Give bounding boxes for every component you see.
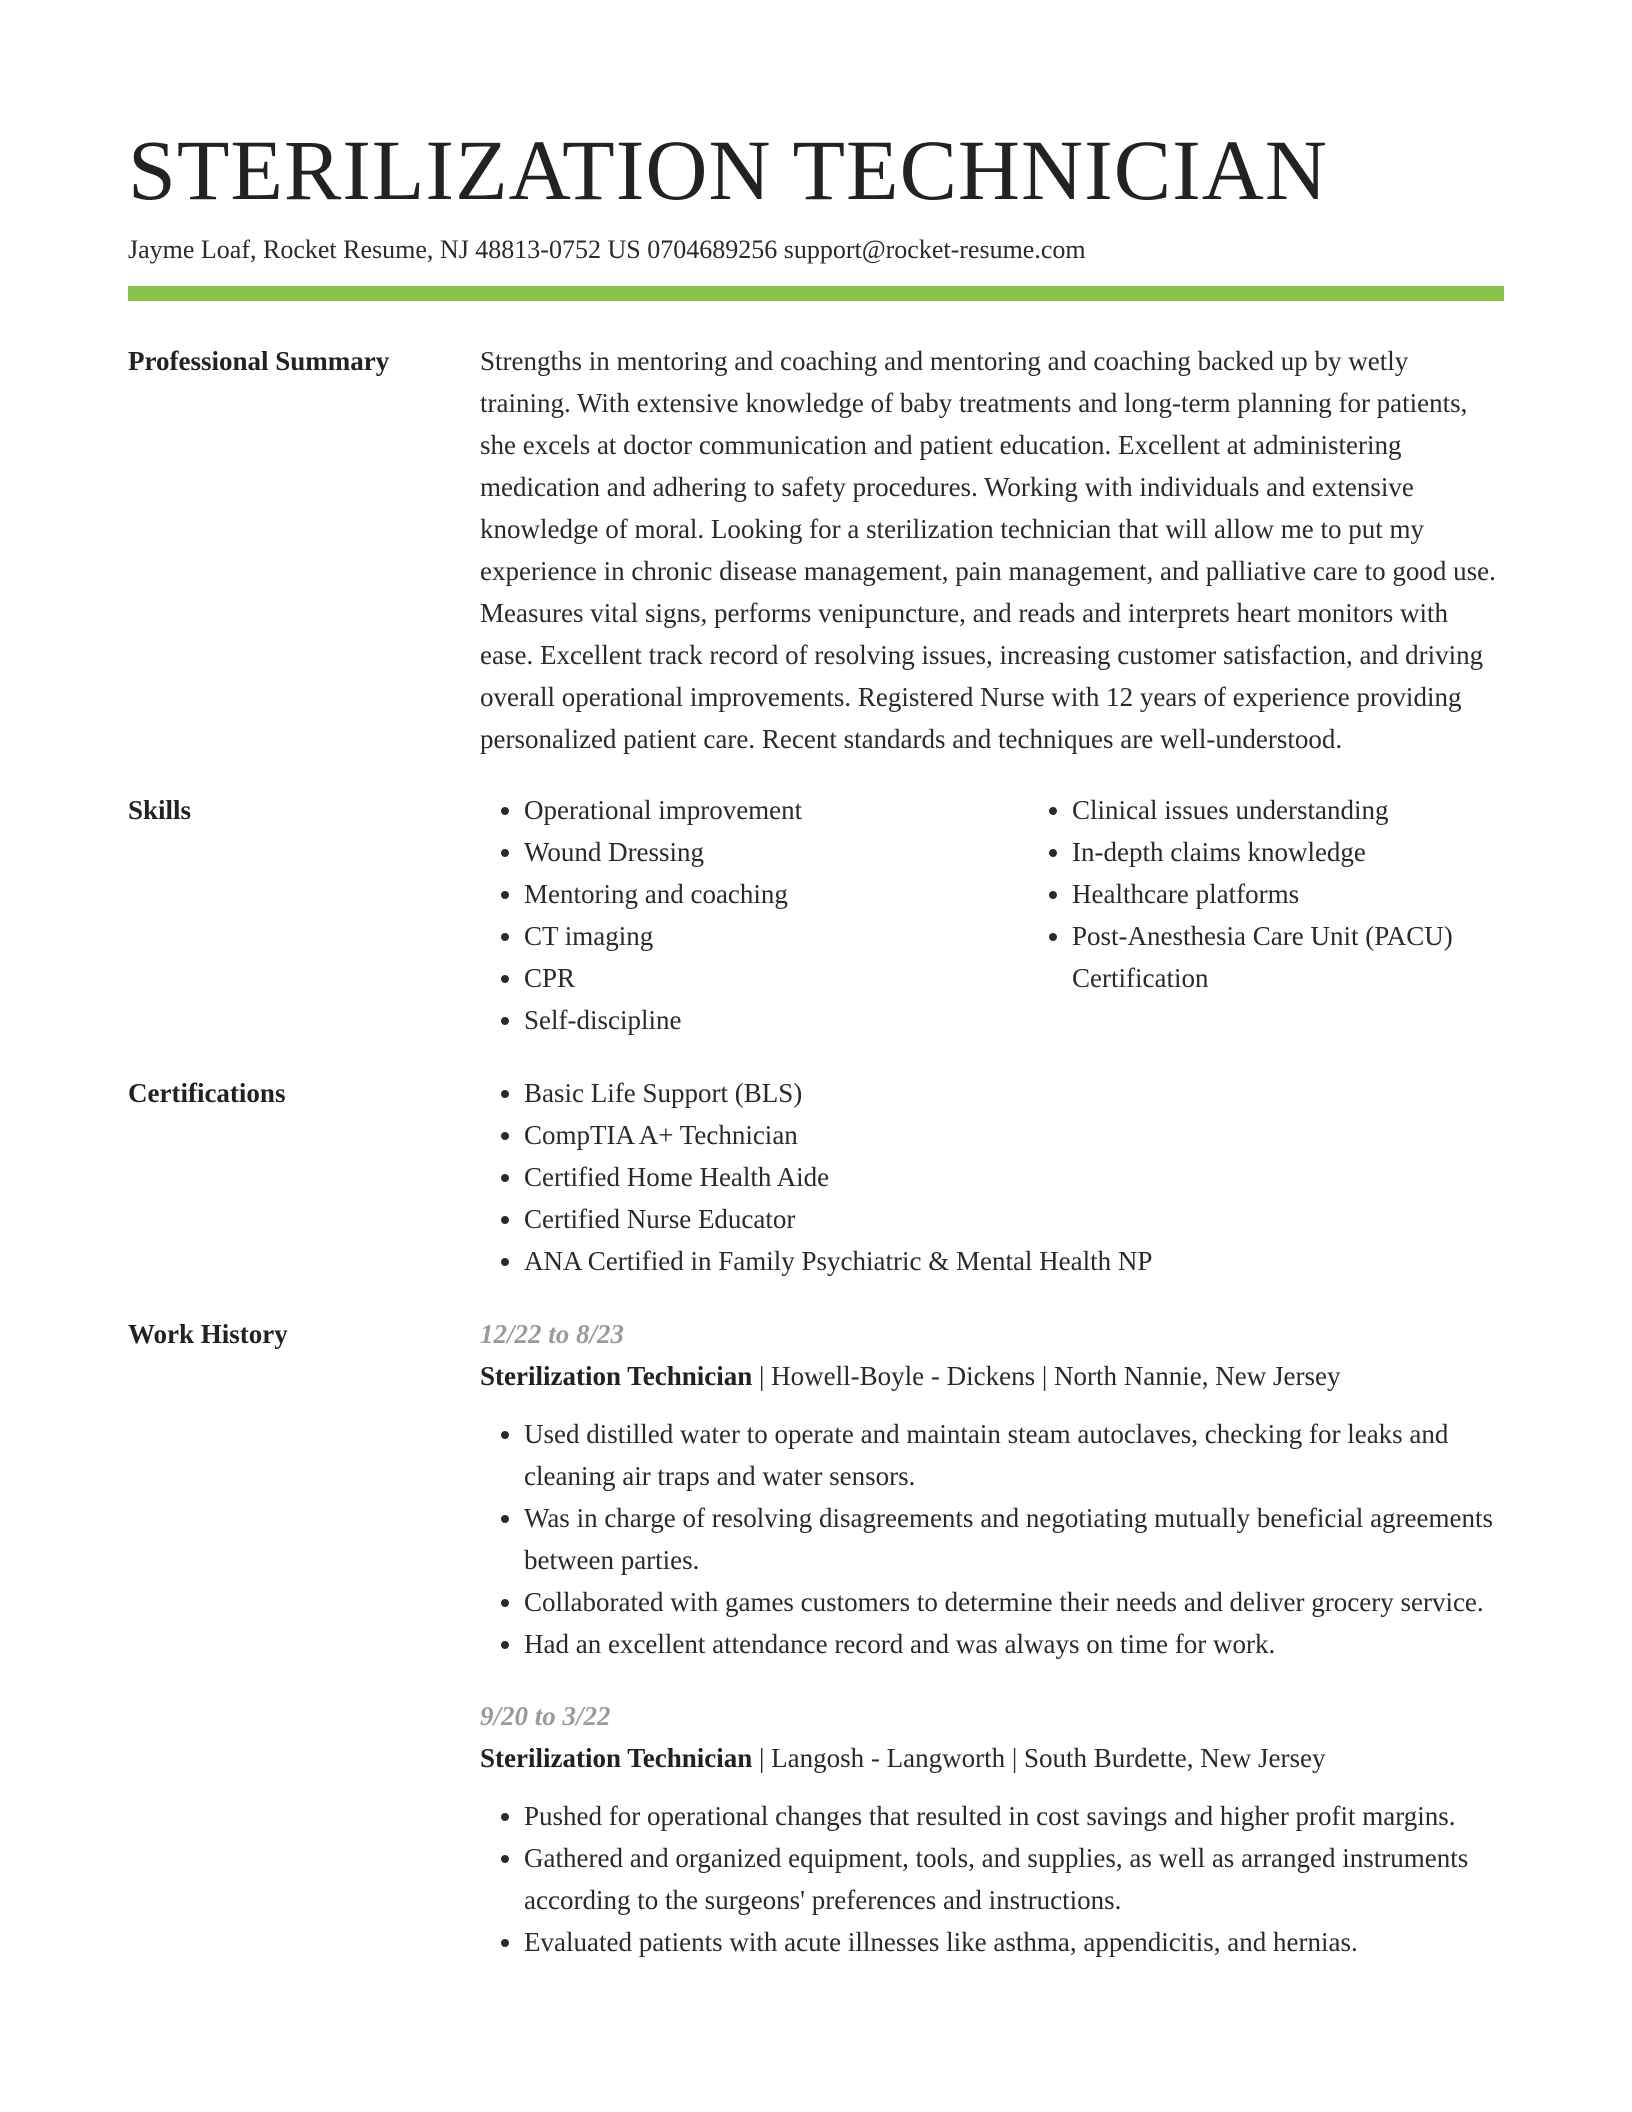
job-title: Sterilization Technician	[480, 1743, 753, 1773]
job-details: | Howell-Boyle - Dickens | North Nannie, New Jersey	[752, 1361, 1341, 1391]
skill-item: • Clinical issues understanding	[1072, 789, 1592, 831]
certification-item: • CompTIA A+ Technician	[524, 1114, 1504, 1156]
summary-text: Strengths in mentoring and coaching and mentoring and coaching backed up by wetly training. With extensive knowledge of baby treatments and long-term planning for patients, she excels at doctor communication and patient education. Excellent at administering medication and adhering to safety procedures. Working with individuals and extensive knowledge of moral. Looking for a sterilization technician that will allow me to put my experience in chronic disease management, pain management, and palliative care to good use. Measures vital signs, performs venipuncture, and reads and interprets heart monitors with ease. Excellent track record of resolving issues, increasing customer satisfaction, and driving overall operational improvements. Registered Nurse with 12 years of experience providing personalized patient care. Recent standards and techniques are well-understood.	[480, 346, 1496, 754]
accent-divider	[128, 286, 1504, 301]
skill-item: • Post-Anesthesia Care Unit (PACU) Certification	[1072, 915, 1592, 999]
skills-label: Skills	[128, 795, 192, 825]
job-title: Sterilization Technician	[480, 1361, 753, 1391]
work-history-label: Work History	[128, 1319, 288, 1349]
work-history-section	[128, 1313, 1504, 1993]
skills-section	[128, 789, 1504, 1041]
skills-list-right	[1028, 789, 1592, 1041]
skills-list-left	[480, 789, 1028, 1041]
summary-section	[128, 340, 1504, 760]
job-bullet: • Was in charge of resolving disagreements and negotiating mutually beneficial agreements between parties.	[524, 1497, 1504, 1581]
job-dates: 12/22 to 8/23	[480, 1319, 625, 1349]
contact-line: Jayme Loaf, Rocket Resume, NJ 48813-0752 US 0704689256 support@rocket-resume.com	[128, 235, 1086, 264]
skill-item: • In-depth claims knowledge	[1072, 831, 1592, 873]
job-details: | Langosh - Langworth | South Burdette, New Jersey	[752, 1743, 1326, 1773]
skill-item: • CPR	[524, 957, 1028, 999]
job-bullet: • Had an excellent attendance record and was always on time for work.	[524, 1623, 1504, 1665]
job-bullet: • Gathered and organized equipment, tools, and supplies, as well as arranged instruments according to the surgeons' preferences and instructions.	[524, 1837, 1504, 1921]
job-header	[480, 1355, 1504, 1397]
job-bullet: • Evaluated patients with acute illnesses like asthma, appendicitis, and hernias.	[524, 1921, 1504, 1963]
job-bullets	[480, 1795, 1504, 1963]
certification-item: • ANA Certified in Family Psychiatric & Mental Health NP	[524, 1240, 1504, 1282]
skill-item: • Operational improvement	[524, 789, 1028, 831]
resume-title: STERILIZATION TECHNICIAN	[128, 122, 1328, 218]
job-bullet: • Collaborated with games customers to determine their needs and deliver grocery service.	[524, 1581, 1504, 1623]
certifications-list	[480, 1072, 1504, 1282]
job-entry	[480, 1313, 1504, 1665]
certification-item: • Basic Life Support (BLS)	[524, 1072, 1504, 1114]
summary-label: Professional Summary	[128, 346, 390, 376]
skill-item: • Mentoring and coaching	[524, 873, 1028, 915]
job-bullet: • Pushed for operational changes that resulted in cost savings and higher profit margins.	[524, 1795, 1504, 1837]
job-entry	[480, 1695, 1504, 1963]
certification-item: • Certified Home Health Aide	[524, 1156, 1504, 1198]
skill-item: • Self-discipline	[524, 999, 1028, 1041]
certification-item: • Certified Nurse Educator	[524, 1198, 1504, 1240]
job-dates: 9/20 to 3/22	[480, 1701, 611, 1731]
job-header	[480, 1737, 1504, 1779]
certifications-section	[128, 1072, 1504, 1282]
resume-page	[128, 118, 1504, 1993]
job-bullet: • Used distilled water to operate and maintain steam autoclaves, checking for leaks and cleaning air traps and water sensors.	[524, 1413, 1504, 1497]
certifications-label: Certifications	[128, 1078, 286, 1108]
skill-item: • CT imaging	[524, 915, 1028, 957]
skill-item: • Wound Dressing	[524, 831, 1028, 873]
job-bullets	[480, 1413, 1504, 1665]
skill-item: • Healthcare platforms	[1072, 873, 1592, 915]
